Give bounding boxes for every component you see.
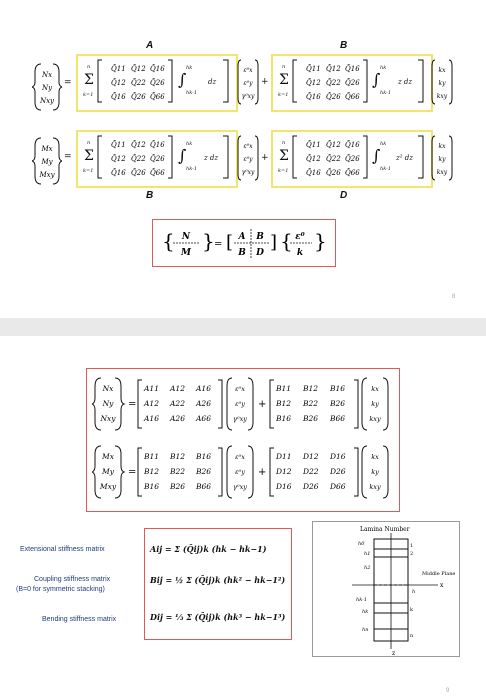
svg-text:kxy: kxy	[436, 93, 448, 100]
slide-divider	[0, 318, 486, 336]
svg-text:Q̄26: Q̄26	[326, 169, 341, 177]
svg-text:+: +	[258, 467, 267, 478]
svg-text:+: +	[258, 399, 267, 410]
int-lower-d: hk-1	[380, 166, 392, 172]
svg-text:kx: kx	[438, 143, 446, 150]
curvature-vector-2	[430, 134, 454, 182]
plus-sign-2: +	[261, 153, 269, 163]
svg-text:B22: B22	[303, 399, 319, 408]
svg-text:n: n	[410, 633, 414, 639]
svg-text:ε⁰y: ε⁰y	[243, 80, 253, 87]
svg-text:Nxy: Nxy	[100, 414, 116, 423]
svg-text:hk: hk	[362, 609, 369, 615]
page-number-bottom: 9	[446, 688, 450, 694]
svg-text:B12: B12	[303, 384, 319, 393]
svg-text:A12: A12	[144, 399, 159, 408]
svg-text:D11: D11	[276, 452, 292, 461]
svg-text:Q̄26: Q̄26	[131, 93, 146, 101]
label-a: A	[146, 40, 154, 51]
sum-lower-d: k=1	[278, 168, 289, 174]
dz-text: dz	[208, 78, 217, 86]
svg-text:D22: D22	[303, 467, 319, 476]
bend-formula: Dij = ⅓ Σ (Q̄ij)k (hk³ − hk−1³)	[150, 612, 286, 622]
svg-text:A12: A12	[170, 384, 185, 393]
sum-upper-b: n	[282, 64, 286, 70]
svg-text:B12: B12	[276, 399, 292, 408]
svg-text:=: =	[128, 467, 137, 478]
integral-sign: ∫	[178, 70, 187, 89]
svg-text:ε⁰x: ε⁰x	[243, 67, 253, 74]
zdz-text-c: z dz	[204, 154, 219, 162]
svg-text:kxy: kxy	[369, 415, 381, 423]
svg-text:ky: ky	[371, 400, 379, 408]
svg-text:h0: h0	[358, 541, 365, 547]
svg-text:hk-1: hk-1	[356, 597, 368, 603]
svg-text:Q̄26: Q̄26	[345, 155, 360, 163]
svg-text:]: ]	[270, 232, 278, 253]
svg-text:h2: h2	[364, 565, 371, 571]
strain-vector-2	[236, 134, 260, 182]
svg-text:Q̄66: Q̄66	[345, 93, 360, 101]
int-upper: hk	[186, 65, 193, 71]
svg-text:Q̄12: Q̄12	[111, 79, 126, 87]
svg-text:My: My	[41, 158, 53, 166]
svg-text:Q̄22: Q̄22	[131, 155, 146, 163]
svg-text:D16: D16	[276, 482, 292, 491]
bracket-close-b	[417, 58, 425, 104]
svg-text:Q̄66: Q̄66	[345, 169, 360, 177]
svg-text:Q̄16: Q̄16	[150, 65, 165, 73]
int-lower-b: hk-1	[380, 90, 392, 96]
svg-text:D12: D12	[303, 452, 319, 461]
svg-text:N: N	[181, 232, 191, 242]
plus-sign-1: +	[261, 77, 269, 87]
svg-text:Q̄66: Q̄66	[150, 93, 165, 101]
sum-symbol-b: Σ	[279, 72, 289, 88]
svg-text:B66: B66	[330, 414, 346, 423]
svg-text:Q̄16: Q̄16	[345, 141, 360, 149]
integral-sign-c: ∫	[178, 146, 187, 165]
svg-text:}: }	[202, 229, 215, 253]
svg-text:=: =	[214, 239, 223, 250]
svg-text:B16: B16	[276, 414, 292, 423]
sum-upper-c: n	[87, 140, 91, 146]
svg-text:D66: D66	[330, 482, 346, 491]
integral-sign-b: ∫	[372, 70, 381, 89]
svg-text:Q̄26: Q̄26	[150, 79, 165, 87]
svg-text:Q̄26: Q̄26	[150, 155, 165, 163]
svg-text:M: M	[181, 248, 191, 258]
sum-lower-c: k=1	[83, 168, 94, 174]
svg-text:Q̄12: Q̄12	[131, 65, 146, 73]
int-lower-c: hk-1	[186, 166, 198, 172]
compact-equation	[158, 224, 330, 262]
sum-lower: k=1	[83, 92, 94, 98]
force-vector	[32, 62, 62, 112]
equals-sign-2: =	[64, 152, 72, 162]
svg-text:Q̄11: Q̄11	[306, 141, 321, 149]
svg-text:k: k	[410, 607, 414, 613]
svg-text:Q̄11: Q̄11	[306, 65, 321, 73]
svg-text:{: {	[162, 229, 175, 253]
moment-equation	[92, 442, 394, 502]
force-equation	[92, 374, 394, 434]
svg-text:B11: B11	[276, 384, 292, 393]
sum-lower-b: k=1	[278, 92, 289, 98]
svg-text:B: B	[238, 248, 246, 258]
svg-text:B26: B26	[303, 414, 319, 423]
sum-symbol-d: Σ	[279, 148, 289, 164]
svg-text:B26: B26	[196, 467, 212, 476]
svg-text:ε⁰: ε⁰	[295, 232, 305, 242]
svg-text:kx: kx	[371, 453, 379, 461]
svg-text:Mxy: Mxy	[39, 171, 55, 179]
svg-text:}: }	[314, 229, 327, 253]
svg-text:z: z	[392, 650, 396, 657]
int-upper-d: hk	[380, 141, 387, 147]
svg-text:A66: A66	[196, 414, 211, 423]
svg-text:kxy: kxy	[436, 169, 448, 176]
coup-formula: Bij = ½ Σ (Q̄ij)k (hk² − hk−1²)	[150, 575, 286, 585]
svg-text:A: A	[238, 232, 246, 242]
svg-text:kxy: kxy	[369, 483, 381, 491]
svg-text:Q̄22: Q̄22	[326, 155, 341, 163]
bracket-close-a	[222, 58, 230, 104]
sum-symbol-c: Σ	[84, 148, 94, 164]
svg-text:Q̄26: Q̄26	[345, 79, 360, 87]
qbar-matrix-d	[292, 134, 368, 180]
d-matrix	[275, 452, 346, 491]
svg-text:ε⁰y: ε⁰y	[235, 400, 245, 408]
z2dz-text: z² dz	[396, 154, 413, 162]
svg-text:Q̄26: Q̄26	[131, 169, 146, 177]
coup-caption-2: (B=0 for symmetric stacking)	[16, 586, 105, 593]
svg-text:Q̄22: Q̄22	[326, 79, 341, 87]
strain-vector	[236, 58, 260, 106]
vec-nx: Nx	[41, 71, 53, 79]
int-upper-b: hk	[380, 65, 387, 71]
svg-text:B66: B66	[196, 482, 212, 491]
svg-text:Mxy: Mxy	[99, 482, 117, 491]
svg-text:B: B	[256, 232, 264, 242]
svg-text:A26: A26	[196, 399, 211, 408]
svg-text:Q̄22: Q̄22	[131, 79, 146, 87]
svg-text:B12: B12	[170, 452, 186, 461]
svg-text:h: h	[412, 589, 416, 595]
a-matrix	[143, 384, 211, 423]
svg-text:Q̄11: Q̄11	[111, 141, 126, 149]
svg-text:Q̄16: Q̄16	[306, 169, 321, 177]
svg-text:A16: A16	[196, 384, 211, 393]
svg-text:B16: B16	[144, 482, 160, 491]
svg-text:ky: ky	[438, 156, 446, 163]
svg-text:A26: A26	[170, 414, 185, 423]
equals-sign: =	[64, 78, 72, 88]
svg-text:Q̄12: Q̄12	[326, 65, 341, 73]
svg-text:Q̄12: Q̄12	[326, 141, 341, 149]
svg-text:Ny: Ny	[102, 399, 114, 408]
vec-ny: Ny	[41, 84, 53, 92]
svg-text:kx: kx	[371, 385, 379, 393]
svg-text:[: [	[226, 232, 234, 253]
svg-text:Nx: Nx	[102, 384, 114, 393]
bottom-slide	[0, 336, 486, 700]
label-b-top: B	[340, 40, 348, 51]
svg-text:2: 2	[410, 551, 414, 557]
svg-text:Q̄16: Q̄16	[150, 141, 165, 149]
bend-caption: Bending stiffness matrix	[42, 616, 117, 623]
svg-text:{: {	[280, 229, 293, 253]
int-lower: hk-1	[186, 90, 198, 96]
svg-text:=: =	[128, 399, 137, 410]
page-number-top: 8	[452, 294, 456, 300]
top-slide	[0, 0, 486, 318]
sum-upper-d: n	[282, 140, 286, 146]
svg-text:ε⁰x: ε⁰x	[243, 143, 253, 150]
svg-text:ky: ky	[371, 468, 379, 476]
svg-text:Q̄16: Q̄16	[111, 93, 126, 101]
svg-text:My: My	[102, 467, 114, 476]
int-upper-c: hk	[186, 141, 193, 147]
svg-text:Q̄66: Q̄66	[150, 169, 165, 177]
svg-text:B16: B16	[196, 452, 212, 461]
zdz-text: z dz	[398, 78, 413, 86]
svg-text:ky: ky	[438, 80, 446, 87]
b-matrix-1	[275, 384, 345, 423]
curvature-vector	[430, 58, 454, 106]
svg-text:D16: D16	[330, 452, 346, 461]
svg-text:k: k	[296, 248, 304, 258]
svg-text:B26: B26	[170, 482, 186, 491]
svg-text:A22: A22	[170, 399, 185, 408]
svg-text:B11: B11	[144, 452, 160, 461]
sum-upper: n	[87, 64, 91, 70]
svg-text:D26: D26	[303, 482, 319, 491]
qbar-matrix-a	[97, 58, 173, 104]
svg-text:Q̄16: Q̄16	[111, 169, 126, 177]
svg-text:γ⁰xy: γ⁰xy	[241, 93, 255, 100]
moment-vector	[32, 136, 62, 186]
svg-text:D: D	[256, 248, 264, 258]
svg-text:B12: B12	[144, 467, 160, 476]
svg-text:Middle Plane: Middle Plane	[422, 571, 456, 577]
svg-text:ε⁰x: ε⁰x	[235, 385, 245, 393]
svg-text:D12: D12	[276, 467, 292, 476]
svg-text:Q̄12: Q̄12	[306, 79, 321, 87]
svg-text:Q̄26: Q̄26	[326, 93, 341, 101]
label-d: D	[340, 190, 348, 201]
svg-text:Q̄12: Q̄12	[306, 155, 321, 163]
svg-text:A11: A11	[144, 384, 159, 393]
b-matrix-2	[143, 452, 211, 491]
svg-text:Mx: Mx	[102, 452, 114, 461]
svg-text:Mx: Mx	[41, 145, 53, 153]
sum-symbol: Σ	[84, 72, 94, 88]
svg-text:γ⁰xy: γ⁰xy	[233, 483, 247, 491]
svg-text:B22: B22	[170, 467, 186, 476]
svg-text:ε⁰x: ε⁰x	[235, 453, 245, 461]
ext-caption: Extensional stiffness matrix	[20, 546, 105, 553]
svg-text:x: x	[440, 582, 444, 589]
qbar-matrix-b	[292, 58, 368, 104]
vec-nxy: Nxy	[39, 97, 55, 105]
svg-text:B16: B16	[330, 384, 346, 393]
label-b-bottom: B	[146, 190, 154, 201]
svg-text:Q̄12: Q̄12	[131, 141, 146, 149]
svg-text:D26: D26	[330, 467, 346, 476]
svg-text:γ⁰xy: γ⁰xy	[241, 169, 255, 176]
bracket-close-d	[417, 134, 425, 180]
svg-text:ε⁰y: ε⁰y	[243, 156, 253, 163]
qbar-matrix-c	[97, 134, 173, 180]
svg-text:kx: kx	[438, 67, 446, 74]
svg-text:Q̄16: Q̄16	[306, 93, 321, 101]
svg-text:hn: hn	[362, 627, 369, 633]
svg-text:Q̄11: Q̄11	[111, 65, 126, 73]
svg-text:Q̄12: Q̄12	[111, 155, 126, 163]
svg-text:h1: h1	[364, 551, 371, 557]
ext-formula: Aij = Σ (Q̄ij)k (hk − hk−1)	[150, 544, 267, 554]
svg-text:γ⁰xy: γ⁰xy	[233, 415, 247, 423]
bracket-close-c	[222, 134, 230, 180]
integral-sign-d: ∫	[372, 146, 381, 165]
svg-text:ε⁰y: ε⁰y	[235, 468, 245, 476]
laminate-diagram	[312, 521, 458, 657]
svg-text:A16: A16	[144, 414, 159, 423]
svg-text:Lamina Number: Lamina Number	[360, 526, 410, 533]
svg-text:1: 1	[410, 543, 414, 549]
svg-text:B26: B26	[330, 399, 346, 408]
svg-text:Q̄16: Q̄16	[345, 65, 360, 73]
coup-caption-1: Coupling stiffness matrix	[34, 576, 111, 583]
